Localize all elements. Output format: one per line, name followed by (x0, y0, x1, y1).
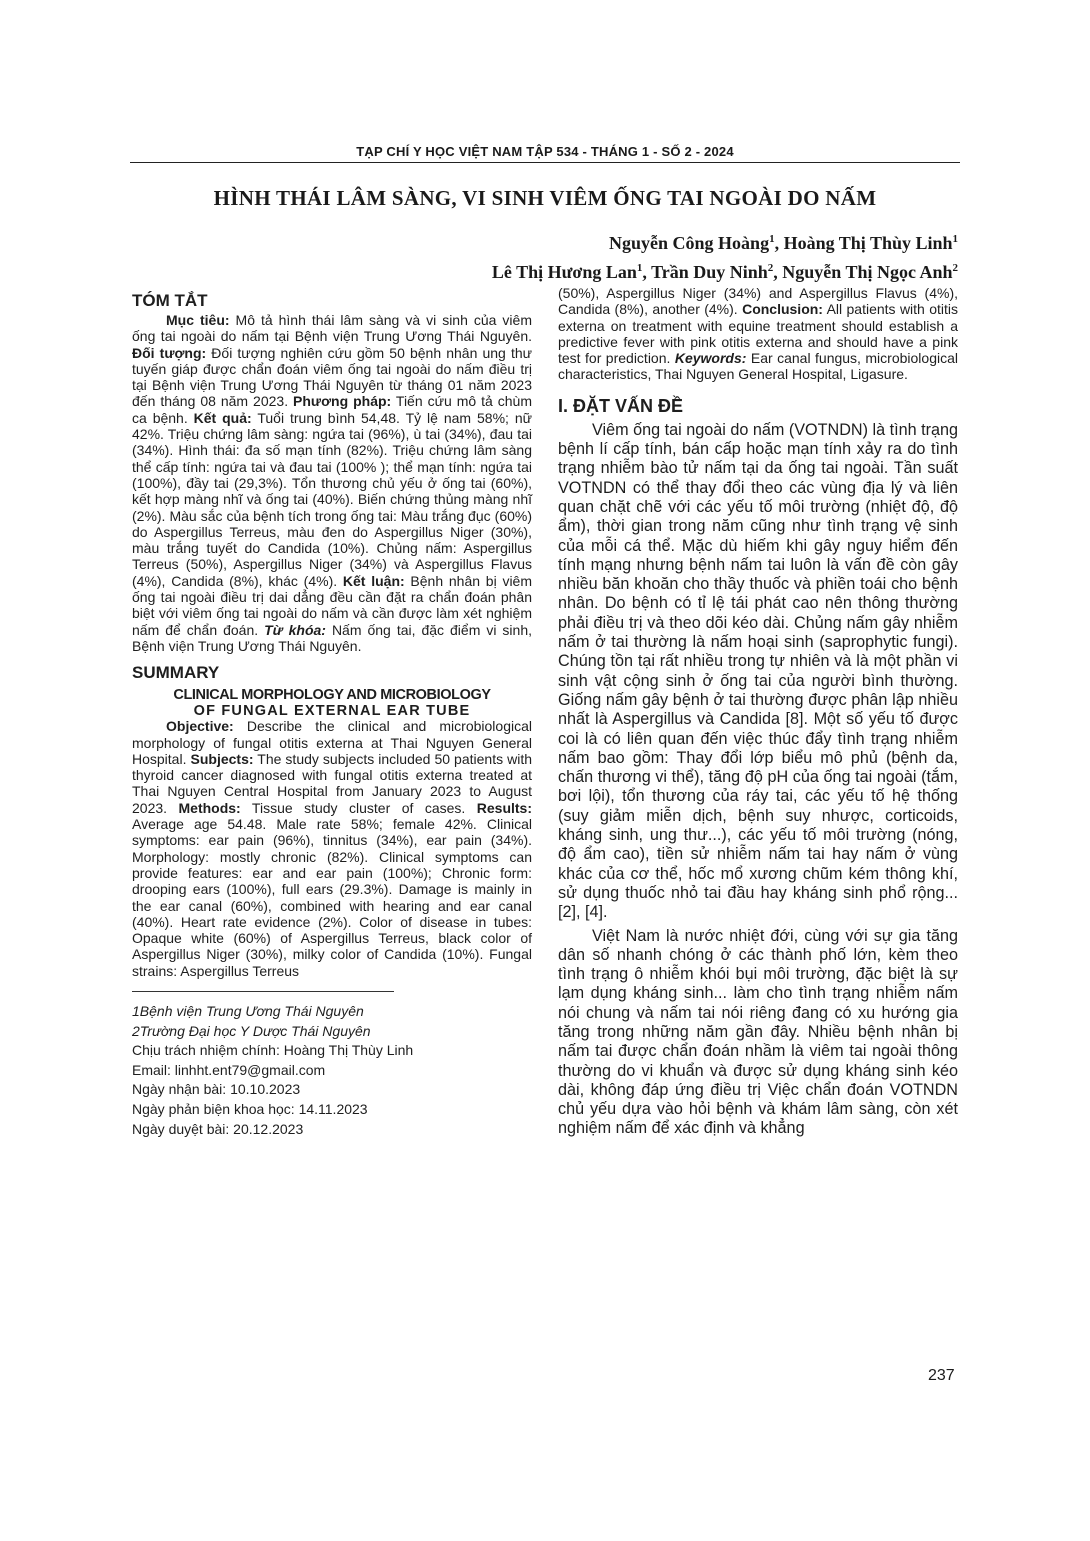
footnote-email: Email: linhht.ent79@gmail.com (132, 1061, 326, 1078)
text-keywords: Ear canal fungus, microbiological characteristics, Thai Nguyen General Hospital, Ligasure. (558, 350, 958, 383)
author-name: Nguyễn Công Hoàng (609, 233, 770, 253)
author-separator: , (774, 233, 784, 253)
summary-abstract (132, 718, 532, 979)
text-results-continued: (50%), Aspergillus Niger (34%) and Aspergillus Flavus (4%), Candida (8%), another (4%). (558, 285, 958, 318)
summary-title (132, 684, 532, 722)
footnote-rule (132, 991, 394, 992)
text-subjects: The study subjects included 50 patients with thyroid cancer diagnosed with fungal otitis externa treated at Thai Nguyen Central Hospital from January 2023 to August 2023. (132, 750, 533, 816)
author-affiliation-mark: 2 (767, 262, 774, 274)
summary-title-line-2: OF FUNGAL EXTERNAL EAR TUBE (193, 703, 471, 720)
text-tukhoa: Nấm ống tai, đặc điểm vi sinh, Bệnh viện Trung Ương Thái Nguyên. (132, 621, 532, 654)
label-subjects: Subjects: (190, 750, 254, 767)
footnote-affiliation-2: 2Trường Đại học Y Dược Thái Nguyên (132, 1022, 371, 1039)
summary-abstract-continued (558, 285, 958, 383)
journal-header: TẠP CHÍ Y HỌC VIỆT NAM TẬP 534 - THÁNG 1 - SỐ 2 - 2024 (356, 144, 734, 159)
label-conclusion: Conclusion: (742, 301, 823, 318)
right-column (558, 285, 958, 1139)
label-ketluan: Kết luận: (342, 572, 405, 589)
footnote-reviewed: Ngày phản biện khoa học: 14.11.2023 (132, 1100, 368, 1117)
label-objective: Objective: (166, 718, 234, 735)
author-separator: , (773, 262, 783, 282)
left-column (132, 290, 532, 1139)
label-keywords: Keywords: (674, 350, 747, 367)
text-methods: Tissue study cluster of cases. (240, 799, 477, 816)
author-affiliation-mark: 1 (769, 233, 775, 245)
text-conclusion: All patients with otitis externa on treatment with equine treatment should establish a predictive fever with pink otitis externa and should have a pink test for prediction. (558, 301, 959, 367)
author-name: Hoàng Thị Thùy Linh (783, 233, 953, 253)
text-objective: Describe the clinical and microbiological morphology of fungal otitis externa at Thai Nguyen General Hospital. (132, 718, 532, 767)
tomtat-abstract (132, 312, 532, 654)
label-results: Results: (476, 799, 532, 816)
tomtat-heading: TÓM TẮT (132, 291, 208, 310)
summary-title-line-1: CLINICAL MORPHOLOGY AND MICROBIOLOGY (173, 687, 491, 704)
page-number: 237 (928, 1367, 955, 1384)
footnote-affiliation-1: 1Bệnh viện Trung Ương Thái Nguyên (132, 1002, 364, 1019)
footnote-accepted: Ngày duyệt bài: 20.12.2023 (132, 1120, 304, 1137)
text-doituong: Đối tượng nghiên cứu gồm 50 bệnh nhân ung thư tuyến giáp được chẩn đoán viêm ống tai ngoài do nấm điều trị tại Bệnh viện Trung Ương Thái Nguyên từ tháng 01 năm 2023 đến tháng 08 năm 2023. (132, 344, 532, 410)
author-affiliation-mark: 2 (952, 262, 958, 274)
label-doituong: Đối tượng: (132, 344, 207, 361)
author-list (492, 227, 958, 285)
section-1-paragraph-1: Viêm ống tai ngoài do nấm (VOTNDN) là tình trạng bệnh lí cấp tính, bán cấp hoặc mạn tính xảy ra do tình trạng nhiễm bào tử nấm tại da ống tai ngoài. Tần suất VOTNDN có thể thay đổi theo các vùng địa lý và liên quan chặt chẽ với các yếu tố môi trường (nhiệt độ, độ ẩm), thời gian trong năm cũng như tình trạng vệ sinh của mỗi cá thể. Mặc dù hiếm khi gây nguy hiểm đến tính mạng nhưng bệnh nấm tai luôn là vấn đề còn gây nhiều băn khoăn cho thầy thuốc và phiền toái cho bệnh nhân. Do bệnh có tỉ lệ tái phát cao nên thông thường phải điều trị và theo dõi kéo dài. Chủng nấm gây nhiễm nấm ở tai thường là nấm hoại sinh (saprophytic fungi). Chúng tồn tại rất nhiều trong tự nhiên và là một phần vi sinh vật cộng sinh ở ống tai của người bình thường. Giống nấm gây bệnh ở tai thường được phân lập nhiều nhất là Aspergillus và Candida [8]. Một số yếu tố được coi là có liên quan đến việc thúc đẩy tình trạng nhiễm nấm bao gồm: Thay đổi lớp biểu mô phủ (bệnh da, chấn thương vi thể), tăng độ pH của ống tai ngoài (tắm, bơi lội), tổn thương của ráy tai, các yếu tố hệ thống (suy giảm miễn dịch, bệnh suy nhược, corticoids, kháng sinh, ung thư...), các yếu tố môi trường (nóng, độ ẩm cao), tiền sử nhiễm nấm tai hay nấm ở vùng khác của cơ thể, hốc mổ xương chũm kém thông khí, sử dụng thuốc nhỏ tai đầu hay kháng sinh phổ rộng...[2], [4]. (558, 420, 958, 922)
label-muctieu: Mục tiêu: (166, 312, 230, 328)
section-1-paragraph-2: Việt Nam là nước nhiệt đới, cùng với sự gia tăng dân số nhanh chóng ở các thành phố lớn, kèm theo tình trạng ô nhiễm khói bụi môi trường, đặc biệt là sự lạm dụng kháng sinh... làm cho tình trạng nhiễm nấm nói chung và nấm tai nói riêng đang có xu hướng gia tăng trong những năm gần đây. Nhiều bệnh nhân bị nấm tai được chẩn đoán nhầm là viêm tai ngoài thông thường do vi khuẩn và được sử dụng kháng sinh kéo dài, không đáp ứng điều trị Việc chẩn đoán VOTNDN chủ yếu dựa vào hỏi bệnh và khám lâm sàng, còn xét nghiệm nấm để xác định và khẳng (558, 926, 958, 1138)
footnotes (132, 1002, 532, 1139)
label-phuongphap: Phương pháp: (293, 393, 392, 410)
author-line-1 (492, 227, 958, 256)
author-name: Trần Duy Ninh (651, 262, 768, 282)
header-rule (130, 162, 960, 163)
label-tukhoa: Từ khóa: (264, 621, 326, 638)
author-name: Lê Thị Hương Lan (491, 262, 637, 282)
author-name: Nguyễn Thị Ngọc Anh (782, 262, 953, 282)
author-affiliation-mark: 1 (636, 262, 643, 274)
summary-heading: SUMMARY (132, 663, 220, 683)
article-title: HÌNH THÁI LÂM SÀNG, VI SINH VIÊM ỐNG TAI NGOÀI DO NẤM (213, 186, 877, 210)
author-separator: , (642, 262, 652, 282)
text-results: Average age 54.48. Male rate 58%; female 42%. Clinical symptoms: ear pain (96%), tinnitus (34%), ear pain (34%). Morphology: mostly chronic (82%). Clinical symptoms can provide features: ear and ear pain (100%); Chronic form: drooping ears (100%), full ears (29.3%). Damage is mainly in the ear canal (60%), combined with hearing and ear canal (40%). Heart rate evidence (2%). Color of disease in tubes: Opaque white (60%) of Aspergillus Terreus, black color of Aspergillus Niger (30%), milky color of Candida (10%). Fungal strains: Aspergillus Terreus (132, 816, 532, 979)
label-ketqua: Kết quả: (193, 409, 252, 426)
footnote-corresponding: Chịu trách nhiệm chính: Hoàng Thị Thùy Linh (132, 1042, 414, 1059)
text-ketqua: Tuổi trung bình 54,48. Tỷ lệ nam 58%; nữ 42%. Triệu chứng lâm sàng: ngứa tai (96%), ù tai (34%), đau tai (34%). Hình thái: đa số mạn tính (82%). Triệu chứng lâm sàng thể cấp tính: ngứa tai và đau tai (100% ); thể mạn tính: ngứa tai (100%), đầy tai (29,3%). Tổn thương chủ yếu ở ống tai (60%), kết hợp màng nhĩ và ống tai (40%). Biến chứng thủng màng nhĩ (2%). Màu sắc của bệnh tích trong ống tai: Màu trắng đục (60%) do Aspergillus Terreus, màu đen do Aspergillus Niger (30%), màu trắng tuyết do Candida (10%). Chủng nấm: Aspergillus Terreus (50%), Aspergillus Niger (34%) và Aspergillus Flavus (4%), Candida (8%), khác (4%). (132, 409, 532, 589)
text-muctieu: Mô tả hình thái lâm sàng và vi sinh của viêm ống tai ngoài do nấm tại Bệnh viện Trung Ương Thái Nguyên. (132, 312, 532, 345)
text-phuongphap: Tiến cứu mô tả chùm ca bệnh. (132, 393, 532, 426)
text-ketluan: Bệnh nhân bị viêm ống tai ngoài điều trị dai dẳng đều cần đặt ra chẩn đoán phân biệt với viêm ống tai ngoài do nấm và cần được làm xét nghiệm nấm để chẩn đoán. (132, 572, 532, 638)
author-affiliation-mark: 1 (952, 233, 958, 245)
section-1-heading: I. ĐẶT VẤN ĐỀ (558, 395, 684, 416)
footnote-received: Ngày nhận bài: 10.10.2023 (132, 1081, 301, 1098)
label-methods: Methods: (178, 799, 241, 816)
author-line-2 (492, 256, 958, 285)
